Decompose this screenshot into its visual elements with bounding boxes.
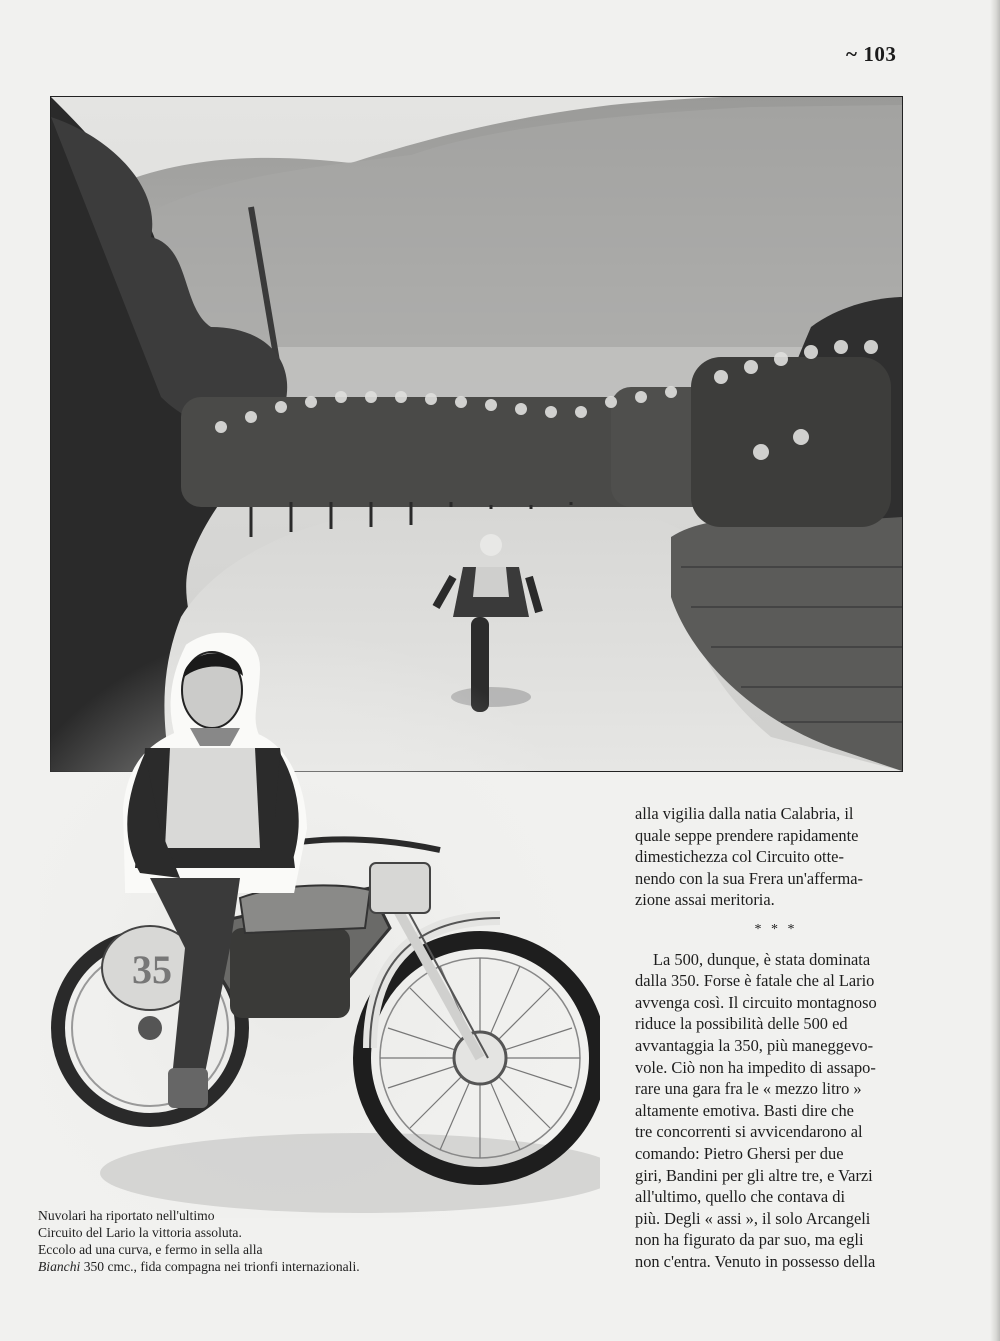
- article-line: dimestichezza col Circuito otte-: [635, 847, 844, 867]
- article-line: giri, Bandini per gli altre tre, e Varzi: [635, 1165, 873, 1185]
- article-line: riduce la possibilità delle 500 ed: [635, 1014, 848, 1034]
- photo-caption: [38, 1207, 478, 1275]
- page-number: [846, 42, 896, 67]
- caption-line-2: Circuito del Lario la vittoria assoluta.: [38, 1225, 242, 1240]
- rider-portrait-illustration: [40, 628, 600, 1218]
- caption-line-4-rest: 350 cmc., fida compagna nei trionfi internazionali.: [80, 1259, 360, 1274]
- section-separator: * * *: [754, 921, 798, 937]
- article-line: avvantaggia la 350, più maneggevo-: [635, 1035, 874, 1055]
- caption-line-1: Nuvolari ha riportato nell'ultimo: [38, 1208, 215, 1223]
- article-line: tre concorrenti si avvicendarono al: [635, 1122, 863, 1142]
- caption-bike-name: Bianchi: [38, 1259, 81, 1274]
- caption-line-4: [38, 1258, 478, 1275]
- caption-line-3: Eccolo ad una curva, e fermo in sella alla: [38, 1242, 263, 1257]
- article-line: più. Degli « assi », il solo Arcangeli: [635, 1208, 871, 1228]
- page-number-dash: ~: [846, 42, 858, 66]
- article-line: quale seppe prendere rapidamente: [635, 825, 859, 845]
- article-line: alla vigilia dalla natia Calabria, il: [635, 804, 854, 823]
- article-line: altamente emotiva. Basti dire che: [635, 1100, 854, 1120]
- article-line: zione assai meritoria.: [635, 890, 775, 910]
- article-column: [635, 803, 917, 1272]
- rider-portrait: [40, 628, 600, 1218]
- race-number-rear: 35: [132, 947, 172, 992]
- article-line: non c'entra. Venuto in possesso della: [635, 1251, 876, 1271]
- article-line: non ha figurato da par suo, ma egli: [635, 1230, 864, 1250]
- article-line: avvenga così. Il circuito montagnoso: [635, 992, 877, 1012]
- article-line: comando: Pietro Ghersi per due: [635, 1143, 844, 1163]
- article-line: La 500, dunque, è stata dominata: [653, 949, 871, 969]
- article-line: vole. Ciò non ha impedito di assapo-: [635, 1057, 876, 1077]
- article-line: rare una gara fra le « mezzo litro »: [635, 1079, 862, 1099]
- article-line: all'ultimo, quello che contava di: [635, 1187, 846, 1207]
- page-number-value: 103: [863, 42, 897, 66]
- article-line: dalla 350. Forse è fatale che al Lario: [635, 971, 875, 991]
- page-edge: [990, 0, 1000, 1341]
- article-line: nendo con la sua Frera un'afferma-: [635, 868, 863, 888]
